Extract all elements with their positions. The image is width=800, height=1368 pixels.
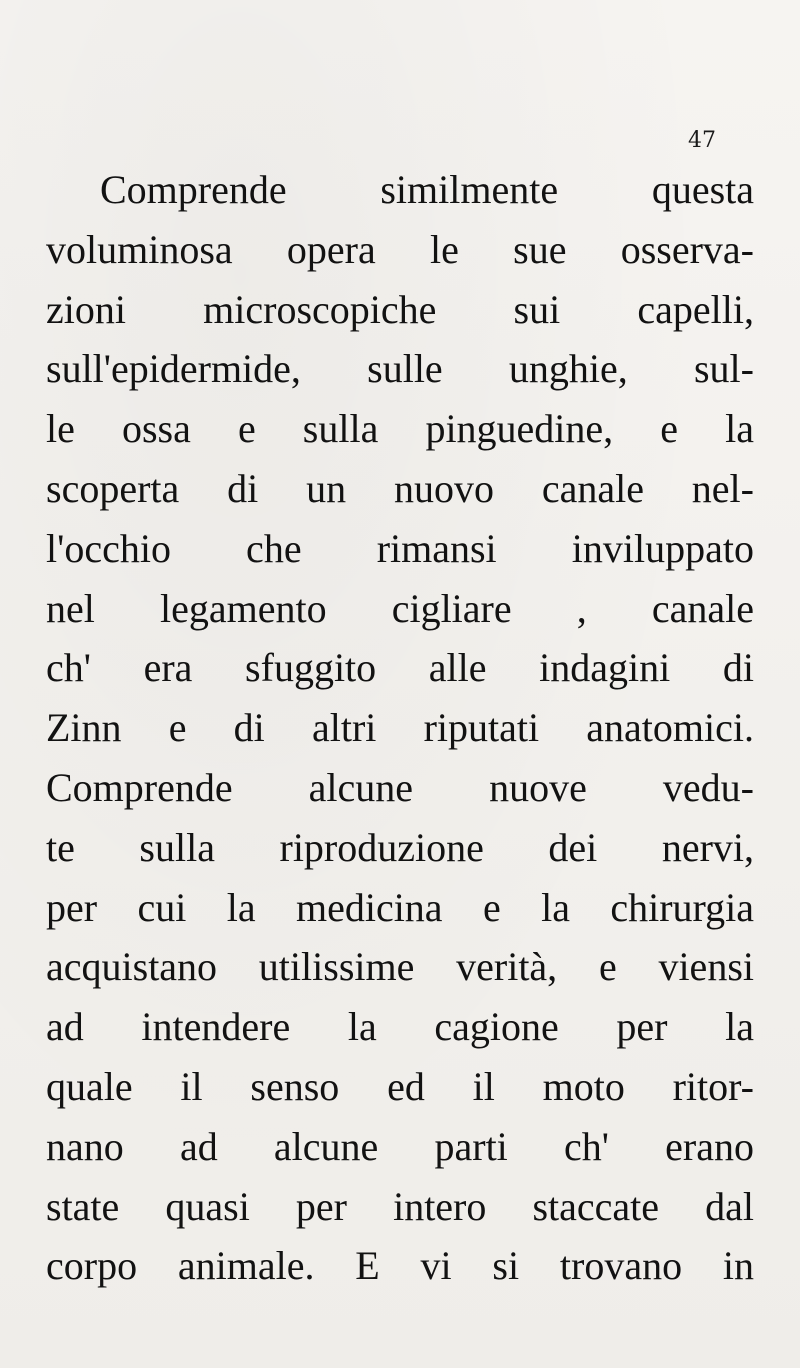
text-line: te sulla riproduzione dei nervi, (46, 824, 754, 870)
text-line: Comprende alcune nuove vedu- (46, 764, 754, 810)
text-line: corpo animale. E vi si trovano in (46, 1243, 754, 1289)
page-number: 47 (688, 128, 716, 153)
text-line: per cui la medicina e la chirurgia (46, 884, 754, 930)
text-line: scoperta di un nuovo canale nel- (46, 465, 754, 511)
text-line: voluminosa opera le sue osserva- (46, 226, 754, 272)
text-line: nano ad alcune parti ch' erano (46, 1123, 754, 1169)
text-line: ad intendere la cagione per la (46, 1004, 754, 1050)
text-line: sull'epidermide, sulle unghie, sul- (46, 346, 754, 392)
text-line: acquistano utilissime verità, e viensi (46, 944, 754, 990)
text-line: zioni microscopiche sui capelli, (46, 286, 754, 332)
text-line: nel legamento cigliare , canale (46, 585, 754, 631)
text-line: le ossa e sulla pinguedine, e la (46, 406, 754, 452)
text-line: Comprende similmente questa (100, 167, 754, 212)
text-line: Zinn e di altri riputati anatomici. (46, 705, 754, 751)
body-text (46, 160, 754, 1296)
text-line: ch' era sfuggito alle indagini di (46, 645, 754, 691)
text-line: l'occhio che rimansi inviluppato (46, 525, 754, 571)
text-line: state quasi per intero staccate dal (46, 1183, 754, 1229)
text-line: quale il senso ed il moto ritor- (46, 1063, 754, 1109)
